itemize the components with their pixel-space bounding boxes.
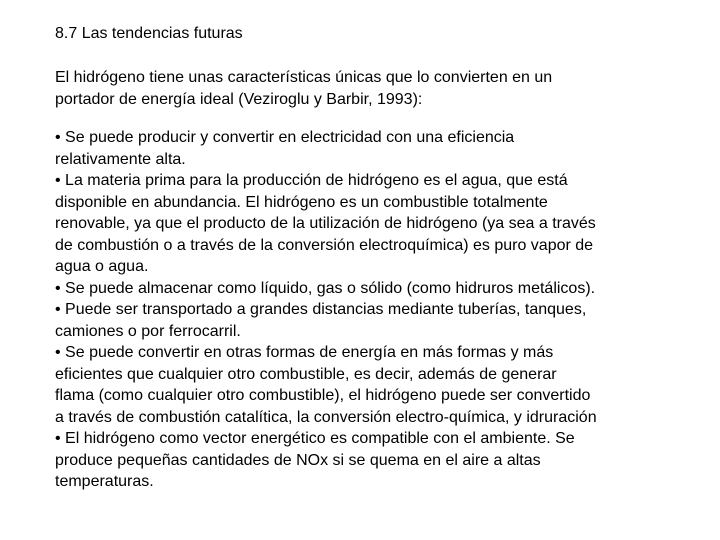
text-line: de combustión o a través de la conversión electroquímica) es puro vapor de <box>55 236 594 254</box>
bullet-list <box>55 127 597 493</box>
text-line: • El hidrógeno como vector energético es compatible con el ambiente. Se <box>55 430 575 447</box>
section-title: 8.7 Las tendencias futuras <box>55 25 243 42</box>
text-line: • Se puede convertir en otras formas de energía en más formas y más <box>55 344 554 361</box>
text-line: relativamente alta. <box>55 150 186 168</box>
text-line: portador de energía ideal (Veziroglu y Barbir, 1993): <box>55 90 423 108</box>
text-line: camiones o por ferrocarril. <box>55 322 241 340</box>
text-line: disponible en abundancia. El hidrógeno es un combustible totalmente <box>55 193 548 211</box>
text-line: agua o agua. <box>55 258 149 275</box>
text-line: • Se puede almacenar como líquido, gas o sólido (como hidruros metálicos). <box>55 279 596 297</box>
text-line: eficientes que cualquier otro combustible, es decir, además de generar <box>55 365 557 383</box>
text-line: • Se puede producir y convertir en electricidad con una eficiencia <box>55 129 515 146</box>
text-line: a través de combustión catalítica, la conversión electro-química, y idruración <box>55 408 597 426</box>
text-line: • La materia prima para la producción de hidrógeno es el agua, que está <box>55 172 568 189</box>
intro-paragraph <box>55 67 552 110</box>
text-line: • Puede ser transportado a grandes distancias mediante tuberías, tanques, <box>55 301 587 318</box>
text-line: El hidrógeno tiene unas características únicas que lo convierten en un <box>55 69 553 86</box>
text-line: produce pequeñas cantidades de NOx si se quema en el aire a altas <box>55 451 541 469</box>
text-line: renovable, ya que el producto de la utilización de hidrógeno (ya sea a través <box>55 215 596 232</box>
text-line: temperaturas. <box>55 473 154 490</box>
text-line: flama (como cualquier otro combustible), el hidrógeno puede ser convertido <box>55 387 591 404</box>
